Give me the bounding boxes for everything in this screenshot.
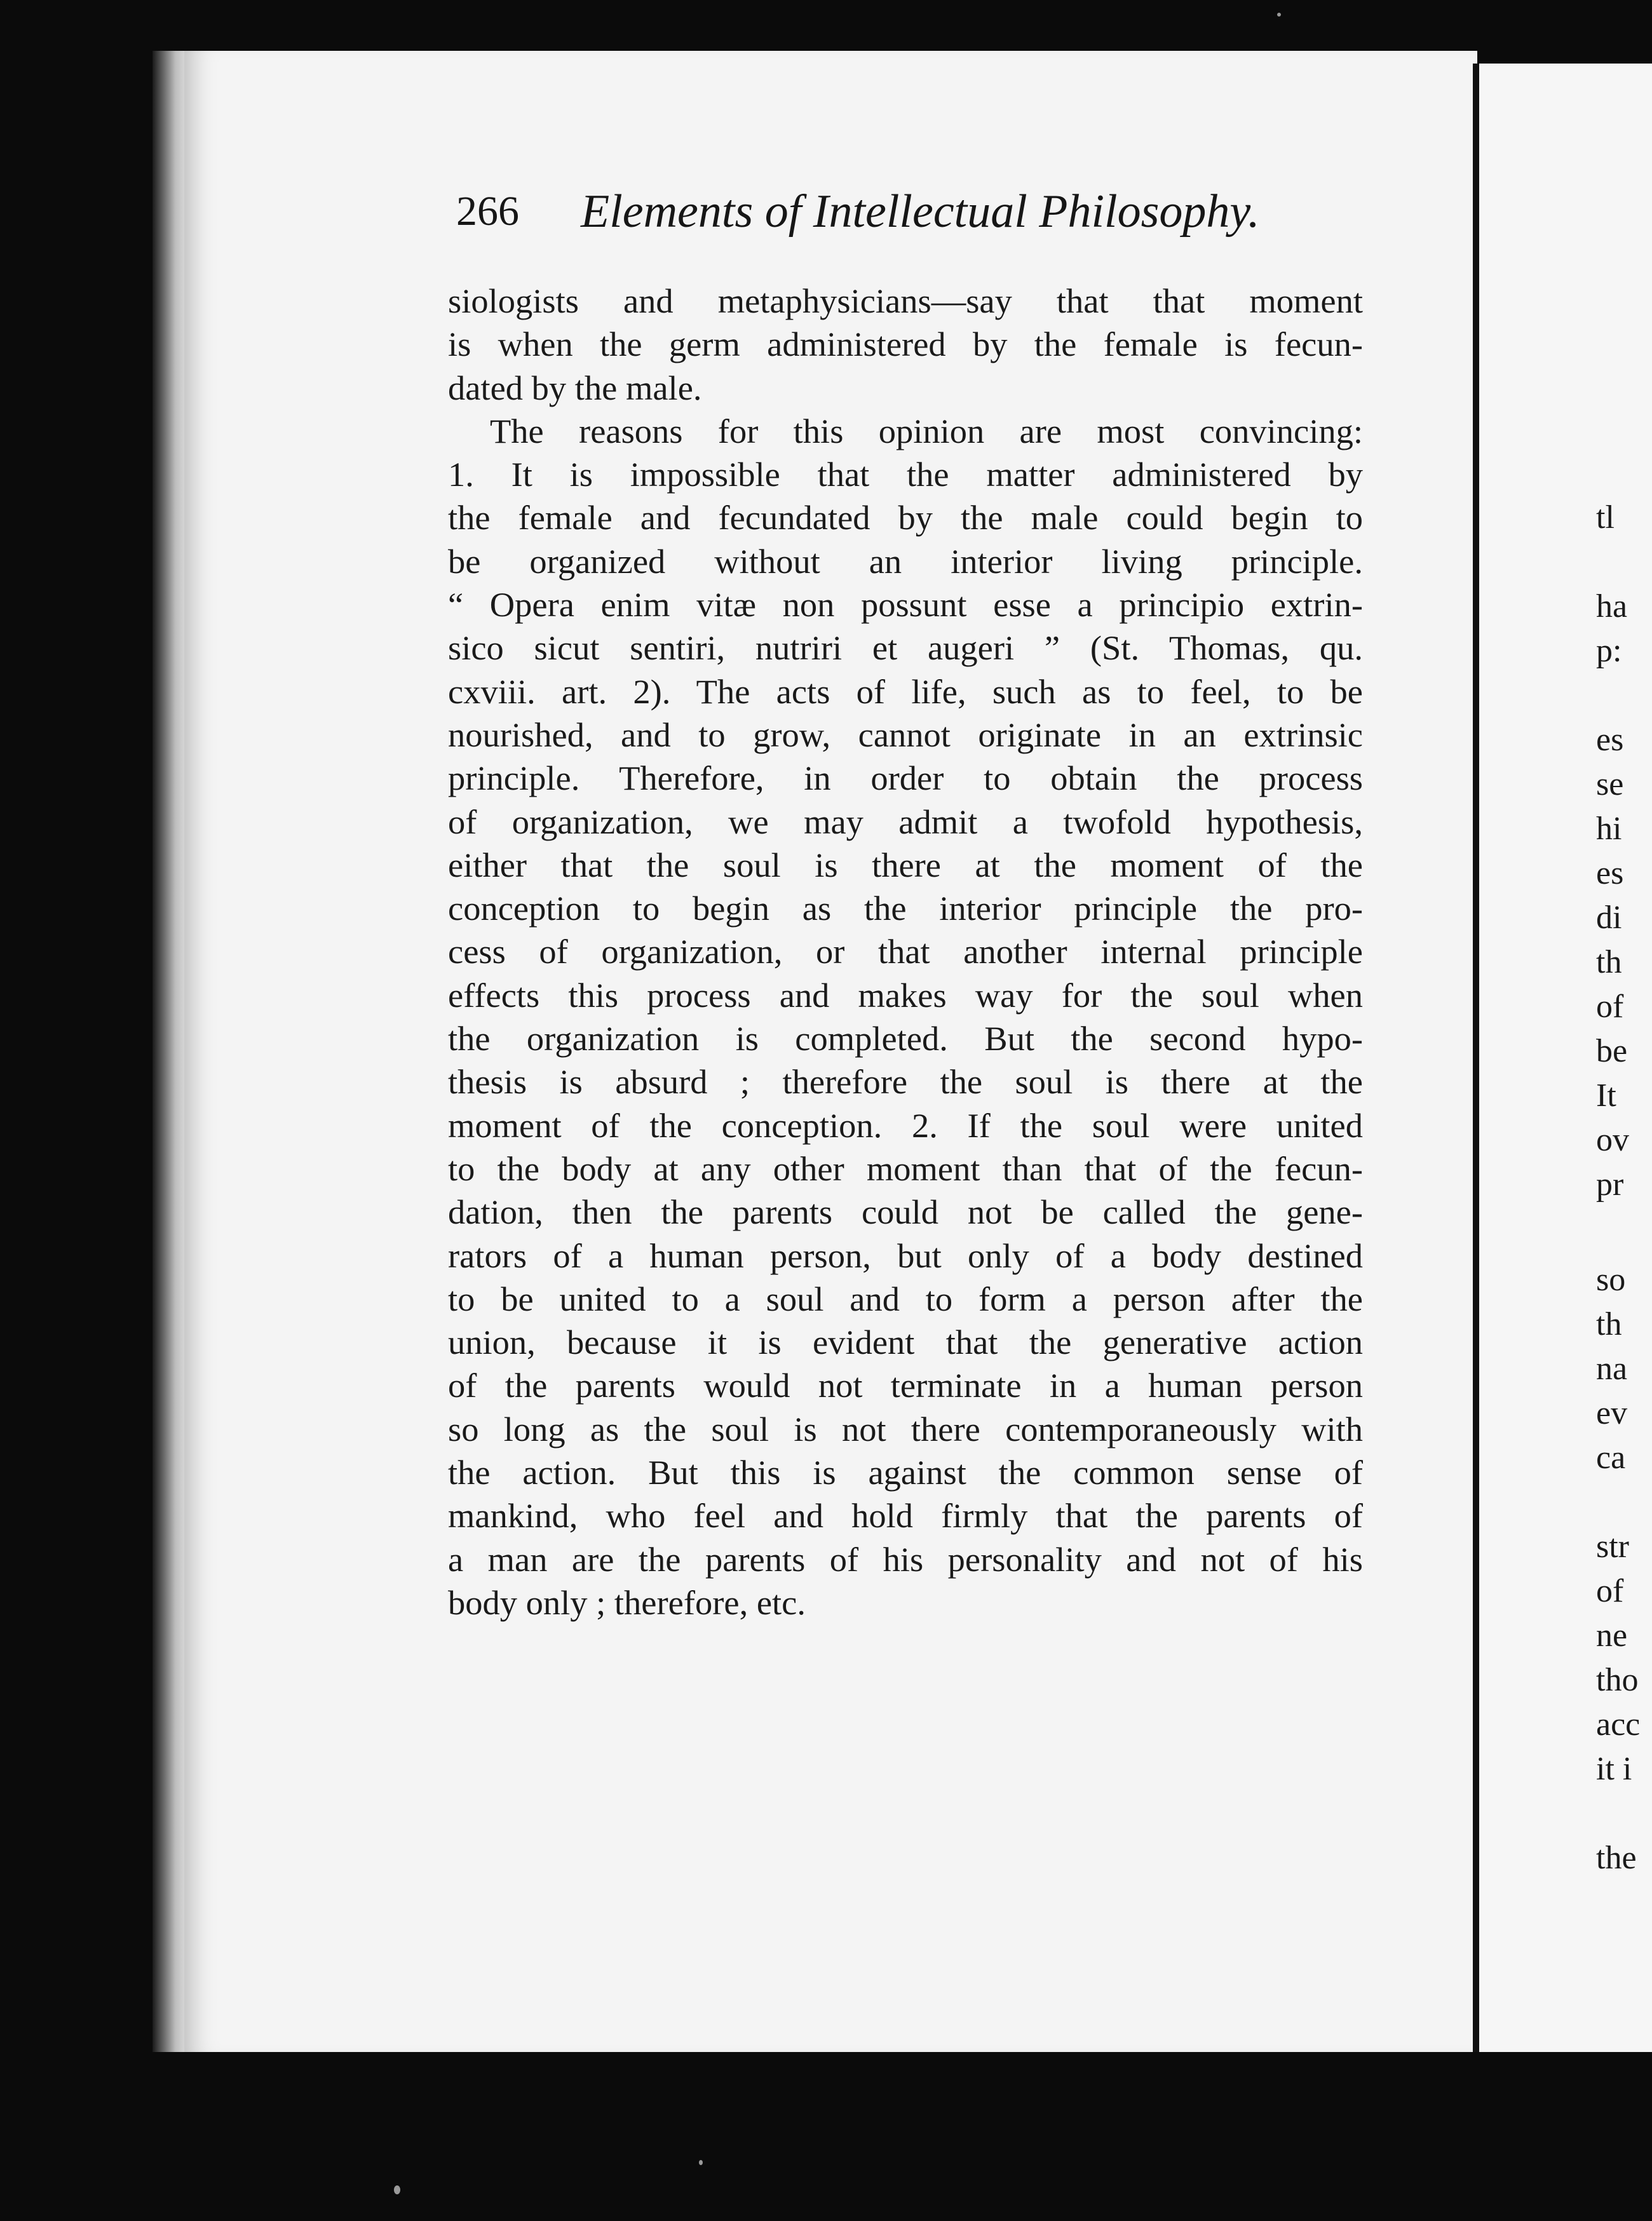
facing-fragment: ha	[1596, 588, 1628, 624]
text-line: so long as the soul is not there contemporaneously with	[448, 1409, 1363, 1448]
text-line: body only ; therefore, etc.	[448, 1583, 806, 1622]
body-text	[448, 280, 1363, 1624]
facing-fragment: it i	[1596, 1751, 1632, 1787]
page-number: 266	[456, 188, 519, 234]
facing-fragment: of	[1596, 1573, 1624, 1609]
facing-fragment: ov	[1596, 1122, 1629, 1158]
facing-fragment: se	[1596, 766, 1624, 802]
facing-fragment: It	[1596, 1077, 1616, 1114]
facing-fragment: pr	[1596, 1166, 1624, 1203]
text-line: to be united to a soul and to form a person after the	[448, 1279, 1363, 1318]
facing-fragment: tl	[1596, 499, 1615, 536]
text-line: the organization is completed. But the second hypo-	[448, 1019, 1363, 1058]
dust-speck	[394, 2185, 400, 2194]
text-line: cess of organization, or that another internal principle	[448, 932, 1363, 971]
text-line: cxviii. art. 2). The acts of life, such as to feel, to be	[448, 672, 1363, 711]
text-line: be organized without an interior living principle.	[448, 541, 1363, 581]
text-line: moment of the conception. 2. If the soul were united	[448, 1105, 1363, 1145]
facing-fragment: ne	[1596, 1617, 1628, 1654]
facing-page-text	[1596, 0, 1652, 2221]
facing-fragment: ca	[1596, 1440, 1626, 1476]
facing-fragment: ev	[1596, 1395, 1628, 1431]
text-line: mankind, who feel and hold firmly that the parents of	[448, 1496, 1363, 1536]
text-line: principle. Therefore, in order to obtain the process	[448, 759, 1363, 798]
dust-speck	[699, 2160, 703, 2165]
text-line: nourished, and to grow, cannot originate in an extrinsic	[448, 715, 1363, 754]
text-line: dation, then the parents could not be called the gene-	[448, 1192, 1363, 1232]
facing-fragment: the	[1596, 1840, 1637, 1876]
facing-fragment: th	[1596, 944, 1622, 980]
facing-fragment: th	[1596, 1306, 1622, 1342]
text-line: of the parents would not terminate in a human person	[448, 1366, 1363, 1405]
facing-fragment: str	[1596, 1529, 1629, 1565]
facing-fragment: p:	[1596, 633, 1622, 669]
text-line: the action. But this is against the common sense of	[448, 1453, 1363, 1492]
text-line: rators of a human person, but only of a body destined	[448, 1236, 1363, 1275]
facing-fragment: es	[1596, 855, 1624, 891]
text-line: a man are the parents of his personality and not of his	[448, 1539, 1363, 1579]
text-line: thesis is absurd ; therefore the soul is there at the	[448, 1062, 1363, 1102]
facing-fragment: es	[1596, 722, 1624, 758]
running-title: Elements of Intellectual Philosophy.	[581, 186, 1260, 238]
facing-fragment: hi	[1596, 811, 1622, 847]
text-line: of organization, we may admit a twofold hypothesis,	[448, 802, 1363, 841]
text-line: “ Opera enim vitæ non possunt esse a principio extrin-	[448, 585, 1363, 624]
text-line: dated by the male.	[448, 368, 702, 407]
text-line: 1. It is impossible that the matter administered by	[448, 455, 1363, 494]
facing-fragment: so	[1596, 1262, 1626, 1298]
text-line: effects this process and makes way for the soul when	[448, 975, 1363, 1015]
facing-fragment: of	[1596, 989, 1624, 1025]
text-line: either that the soul is there at the moment of the	[448, 845, 1363, 884]
facing-fragment: acc	[1596, 1706, 1641, 1743]
dust-speck	[1277, 13, 1281, 17]
facing-fragment: be	[1596, 1033, 1628, 1069]
page-header	[456, 187, 1282, 251]
text-line: sico sicut sentiri, nutriri et augeri ” (St. Thomas, qu.	[448, 628, 1363, 668]
text-line: siologists and metaphysicians—say that that moment	[448, 281, 1363, 320]
text-line: to the body at any other moment than that of the fecun-	[448, 1149, 1363, 1188]
text-line: is when the germ administered by the female is fecun-	[448, 325, 1363, 364]
facing-fragment: di	[1596, 900, 1622, 936]
text-line: the female and fecundated by the male could begin to	[448, 498, 1363, 537]
scan-bottom-margin	[0, 2052, 1652, 2221]
text-line: union, because it is evident that the generative action	[448, 1323, 1363, 1362]
text-line: The reasons for this opinion are most convincing:	[490, 411, 1363, 450]
facing-fragment: na	[1596, 1351, 1628, 1387]
facing-fragment: tho	[1596, 1662, 1639, 1698]
text-line: conception to begin as the interior principle the pro-	[448, 889, 1363, 928]
